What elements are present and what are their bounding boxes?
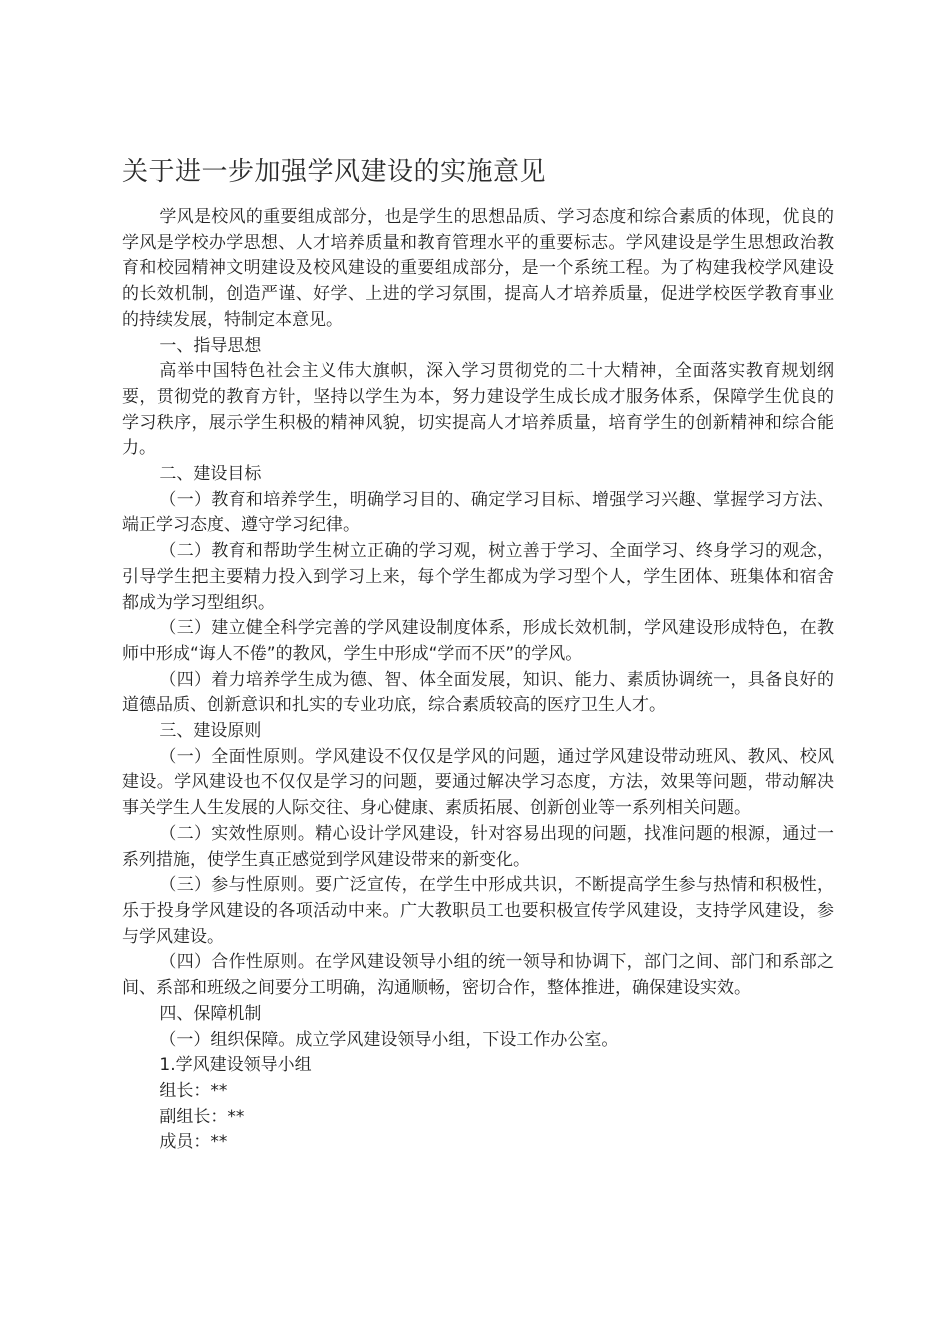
document-body <box>122 205 834 1156</box>
section-heading-principles: 三、建设原则 <box>159 721 262 742</box>
goal-paragraph-3: （三）建立健全科学完善的学风建设制度体系，形成长效机制，学风建设形成特色，在教师中形成“诲人不倦”的教风，学生中形成“学而不厌”的学风。 <box>122 618 834 664</box>
section-heading-guiding-ideology: 一、指导思想 <box>159 335 262 356</box>
list-line-group: 1.学风建设领导小组 <box>159 1055 312 1076</box>
goal-paragraph-1: （一）教育和培养学生，明确学习目的、确定学习目标、增强学习兴趣、掌握学习方法、端正学习态度、遵守学习纪律。 <box>122 489 834 536</box>
list-line-members: 成员：** <box>159 1132 228 1153</box>
principle-paragraph-1: （一）全面性原则。学风建设不仅仅是学风的问题，通过学风建设带动班风、教风、校风建设。学风建设也不仅仅是学习的问题，要通过解决学习态度，方法，效果等问题，带动解决事关学生人生发展的人际交往、身心健康、素质拓展、创新创业等一系列相关问题。 <box>122 746 834 819</box>
principle-paragraph-3: （三）参与性原则。要广泛宣传，在学生中形成共识，不断提高学生参与热情和积极性，乐于投身学风建设的各项活动中来。广大教职员工也要积极宣传学风建设，支持学风建设，参与学风建设。 <box>122 875 834 947</box>
intro-paragraph: 学风是校风的重要组成部分，也是学生的思想品质、学习态度和综合素质的体现，优良的学风是学校办学思想、人才培养质量和教育管理水平的重要标志。学风建设是学生思想政治教育和校园精神文明建设及校风建设的重要组成部分，是一个系统工程。为了构建我校学风建设的长效机制，创造严谨、好学、上进的学习氛围，提高人才培养质量，促进学校医学教育事业的持续发展，特制定本意见。 <box>122 207 834 330</box>
section-heading-goals: 二、建设目标 <box>159 464 262 485</box>
guiding-ideology-paragraph: 高举中国特色社会主义伟大旗帜，深入学习贯彻党的二十大精神，全面落实教育规划纲要，贯彻党的教育方针，坚持以学生为本，努力建设学生成长成才服务体系，保障学生优良的学习秩序，展示学生积极的精神风貌，切实提高人才培养质量，培育学生的创新精神和综合能力。 <box>122 361 834 459</box>
document-title: 关于进一步加强学风建设的实施意见 <box>122 157 547 187</box>
goal-paragraph-2: （二）教育和帮助学生树立正确的学习观，树立善于学习、全面学习、终身学习的观念，引导学生把主要精力投入到学习上来，每个学生都成为学习型个人，学生团体、班集体和宿舍都成为学习型组织。 <box>122 541 834 613</box>
list-line-deputy-leader: 副组长：** <box>159 1106 245 1127</box>
section-heading-mechanism: 四、保障机制 <box>159 1003 262 1024</box>
principle-paragraph-2: （二）实效性原则。精心设计学风建设，针对容易出现的问题，找准问题的根源，通过一系列措施，使学生真正感觉到学风建设带来的新变化。 <box>122 823 834 870</box>
mechanism-paragraph-1: （一）组织保障。成立学风建设领导小组，下设工作办公室。 <box>159 1029 619 1050</box>
principle-paragraph-4: （四）合作性原则。在学风建设领导小组的统一领导和协调下，部门之间、部门和系部之间、系部和班级之间要分工明确，沟通顺畅，密切合作，整体推进，确保建设实效。 <box>122 952 834 999</box>
list-line-leader: 组长：** <box>159 1080 228 1101</box>
goal-paragraph-4: （四）着力培养学生成为德、智、体全面发展，知识、能力、素质协调统一，具备良好的道德品质、创新意识和扎实的专业功底，综合素质较高的医疗卫生人才。 <box>122 669 834 716</box>
